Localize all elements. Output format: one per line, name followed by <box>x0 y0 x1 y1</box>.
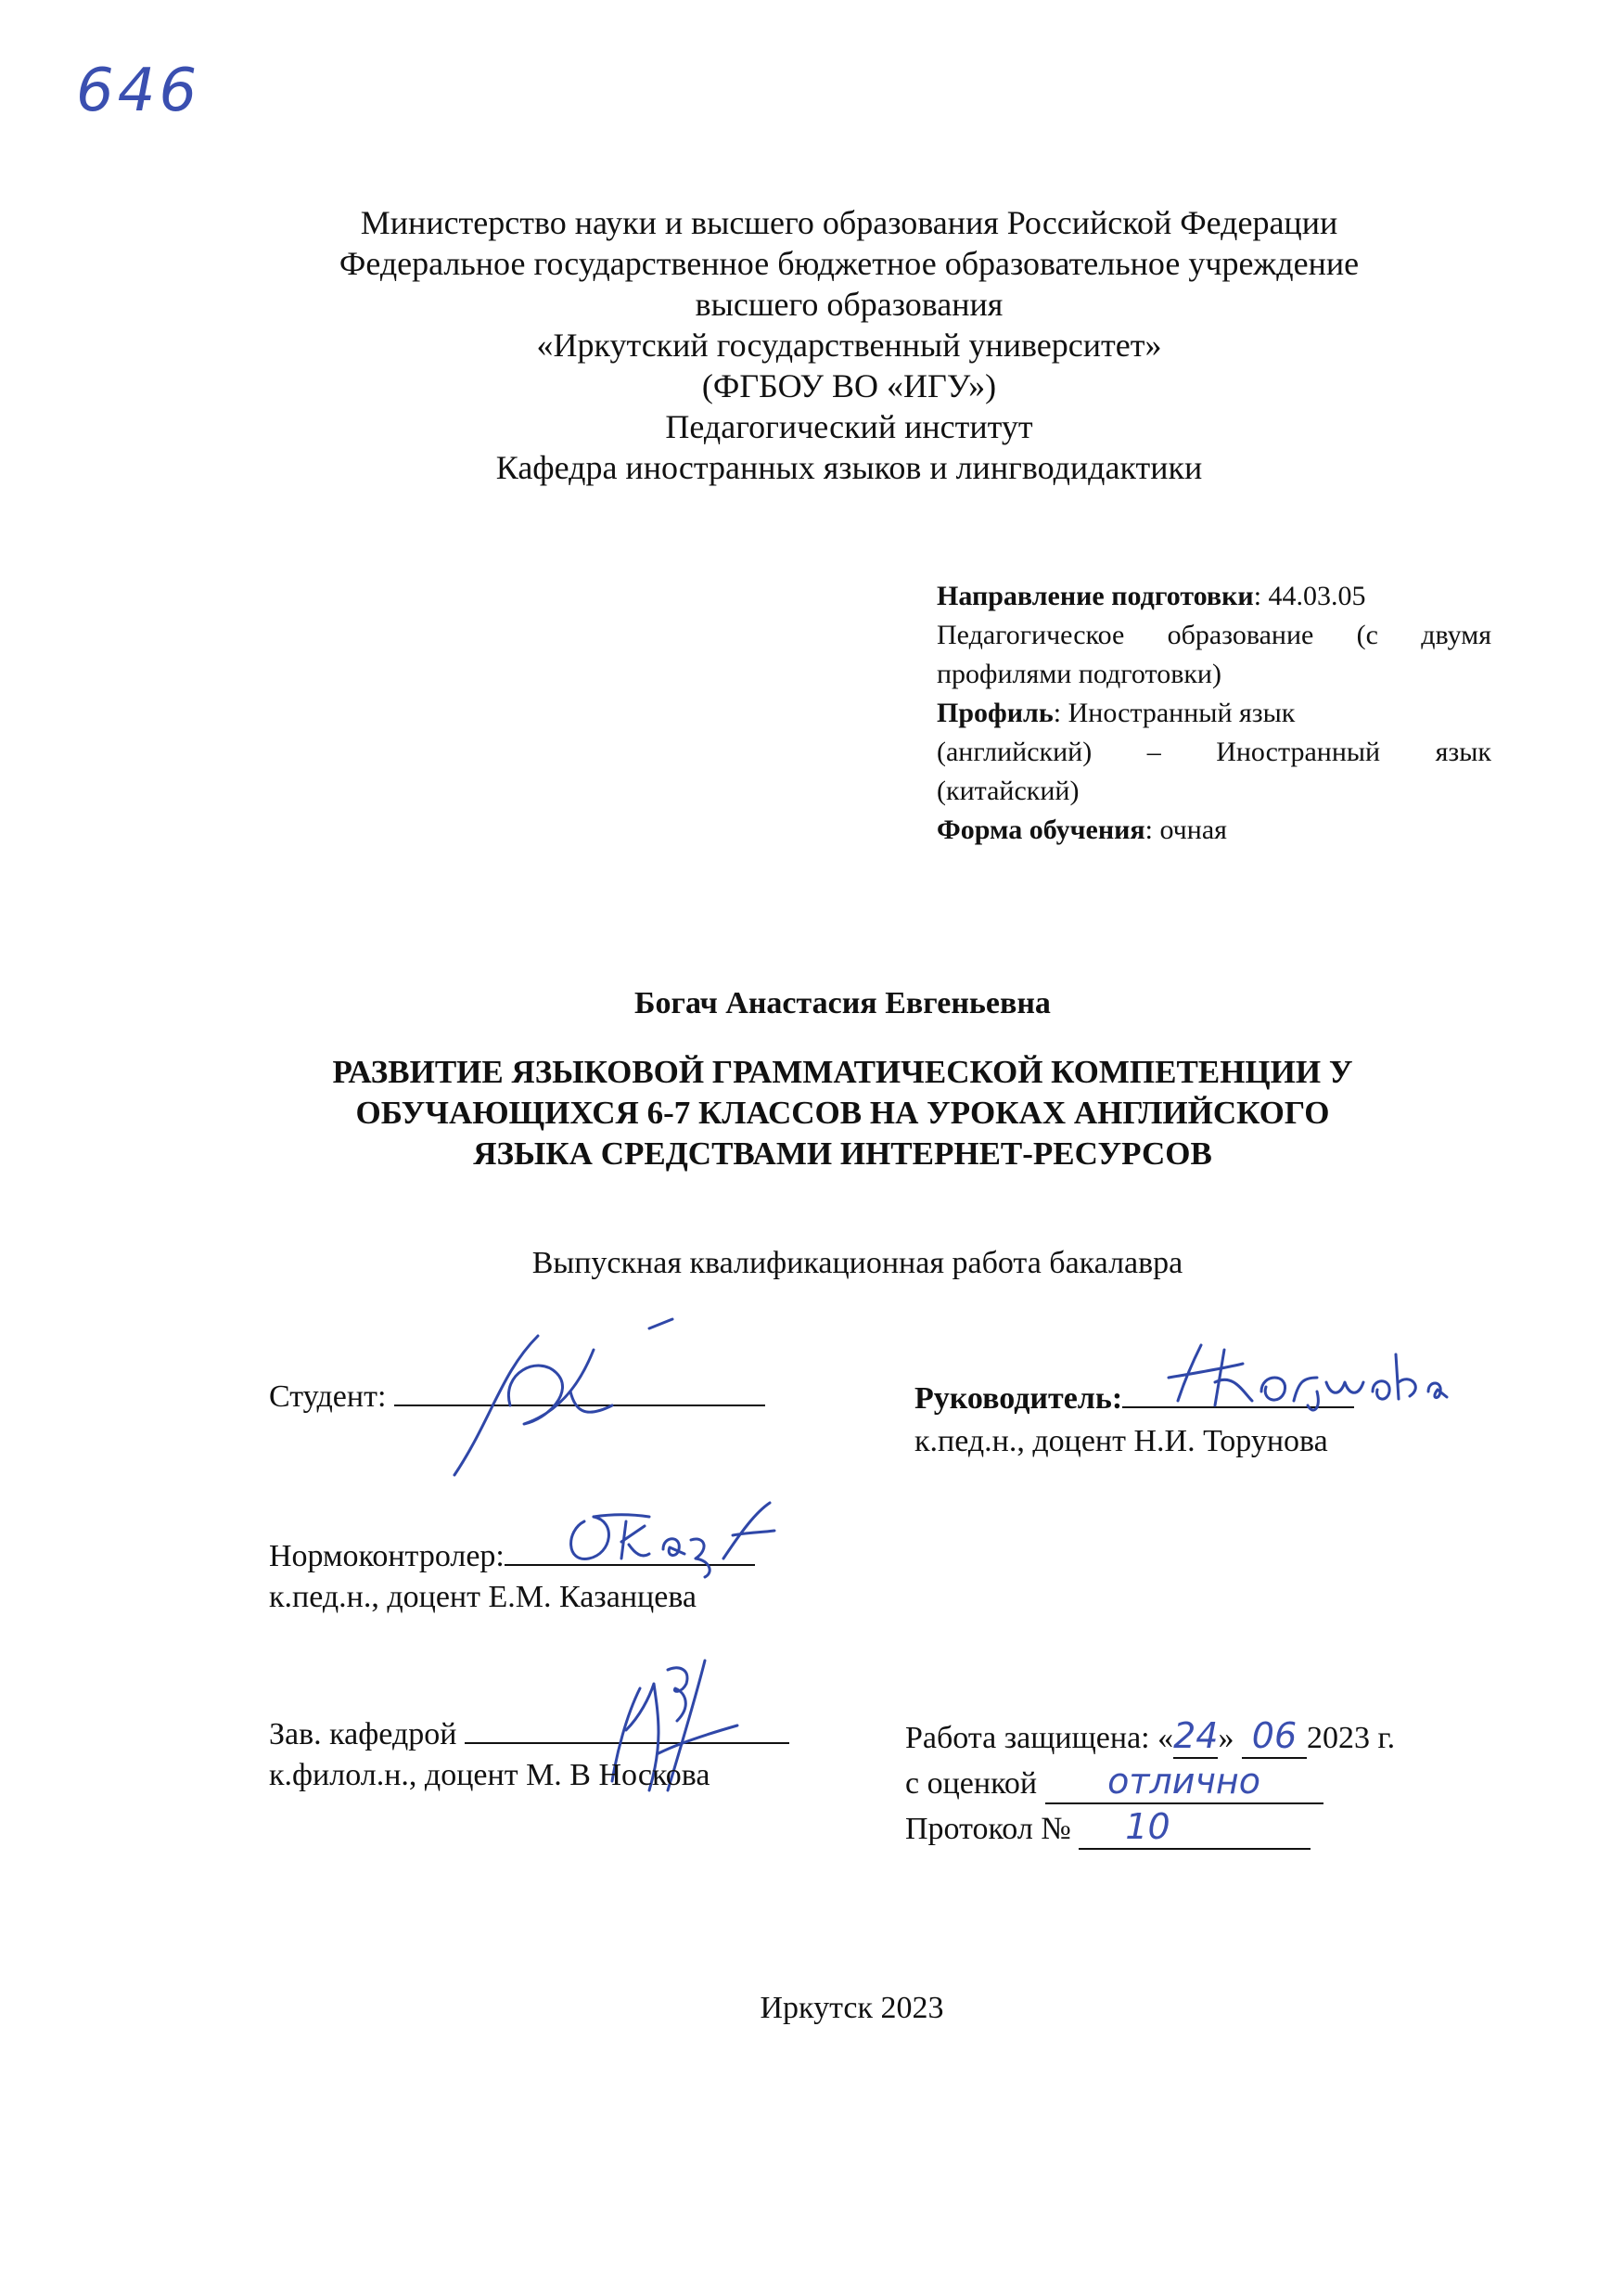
supervisor-name: к.пед.н., доцент Н.И. Торунова <box>914 1424 1328 1458</box>
supervisor-signature <box>1159 1336 1456 1419</box>
supervisor-label: Руководитель: <box>914 1381 1123 1416</box>
defense-label: Работа защищена: « <box>905 1721 1174 1755</box>
direction-code: : 44.03.05 <box>1253 581 1366 611</box>
author-name: Богач Анастасия Евгеньевна <box>634 986 1051 1020</box>
profile-value: : Иностранный язык <box>1053 698 1296 728</box>
form-line <box>937 811 1491 850</box>
direction-line-2: Педагогическое образование (с двумя <box>937 620 1491 650</box>
defense-year: 2023 г. <box>1306 1721 1396 1755</box>
form-value: : очная <box>1144 815 1227 845</box>
student-label: Студент: <box>269 1379 387 1414</box>
defense-date-row <box>905 1714 1499 1760</box>
thesis-title <box>37 1052 1611 1174</box>
header-department: Кафедра иностранных языков и лингводидактики <box>495 449 1203 486</box>
profile-line <box>937 694 1491 733</box>
defense-day: 24 <box>1173 1714 1218 1759</box>
header-ministry: Министерство науки и высшего образования Российской Федерации <box>360 204 1338 241</box>
header-education-level: высшего образования <box>695 286 1004 323</box>
grade-label-text: с оценкой <box>905 1766 1038 1801</box>
protocol-label: Протокол № <box>905 1812 1071 1846</box>
city-year: Иркутск 2023 <box>760 1991 944 2025</box>
title-line-1: РАЗВИТИЕ ЯЗЫКОВОЙ ГРАММАТИЧЕСКОЙ КОМПЕТЕНЦИИ У <box>332 1054 1353 1090</box>
direction-line-3: профилями подготовки) <box>937 659 1221 689</box>
work-type: Выпускная квалификационная работа бакалавра <box>531 1246 1183 1280</box>
normcontrol-name: к.пед.н., доцент Е.М. Казанцева <box>269 1580 697 1614</box>
defense-block <box>905 1714 1499 1851</box>
student-signature <box>436 1317 696 1484</box>
title-line-2: ОБУЧАЮЩИХСЯ 6-7 КЛАССОВ НА УРОКАХ АНГЛИЙСКОГО <box>355 1095 1330 1131</box>
direction-line <box>937 577 1491 616</box>
header-institute: Педагогический институт <box>665 408 1033 445</box>
header-university: «Иркутский государственный университет» <box>536 327 1162 364</box>
title-line-3: ЯЗЫКА СРЕДСТВАМИ ИНТЕРНЕТ-РЕСУРСОВ <box>473 1135 1212 1172</box>
institution-header <box>44 202 1611 488</box>
head-name: к.филол.н., доцент М. В Носкова <box>269 1758 710 1792</box>
direction-label: Направление подготовки <box>937 581 1254 611</box>
head-label: Зав. кафедрой <box>269 1717 457 1751</box>
grade-value: отлично <box>1045 1760 1323 1804</box>
protocol-value: 10 <box>1079 1805 1311 1850</box>
protocol-row <box>905 1805 1499 1851</box>
normcontrol-label: Нормоконтролер: <box>269 1539 505 1573</box>
program-info <box>937 577 1491 850</box>
header-university-abbr: (ФГБОУ ВО «ИГУ») <box>701 367 997 404</box>
defense-quote-close: » <box>1218 1721 1234 1755</box>
form-label: Форма обучения <box>937 815 1145 845</box>
grade-row <box>905 1760 1499 1805</box>
profile-line-2: (английский) – Иностранный язык <box>937 737 1491 767</box>
defense-month: 06 <box>1242 1714 1307 1759</box>
profile-line-3: (китайский) <box>937 776 1080 806</box>
header-institution-type: Федеральное государственное бюджетное образовательное учреждение <box>339 245 1360 282</box>
handwritten-page-number: 646 <box>76 57 201 125</box>
normcontrol-signature <box>556 1494 798 1577</box>
profile-label: Профиль <box>937 698 1054 728</box>
